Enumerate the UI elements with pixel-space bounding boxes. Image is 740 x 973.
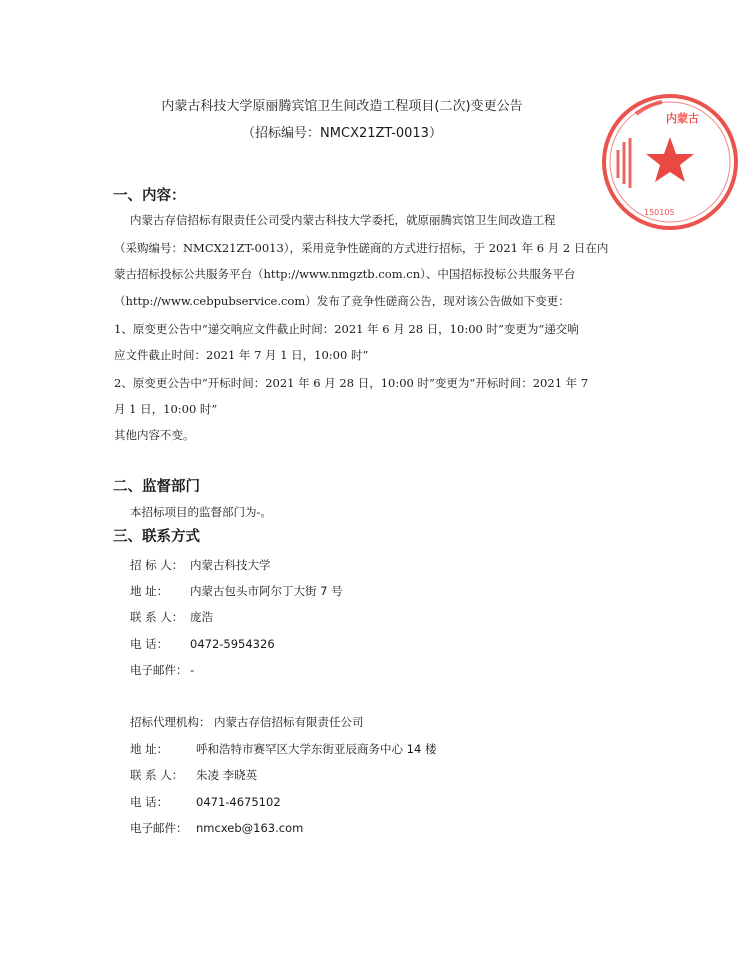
section-heading-supervision: 二、监督部门 (113, 479, 200, 495)
tenderer-name: 内蒙古科技大学 (190, 558, 271, 572)
company-seal-stamp (600, 92, 740, 232)
section-heading-content: 一、内容： (113, 188, 186, 204)
agency-email-label: 电子邮件： (130, 821, 188, 835)
tenderer-address-label: 地 址： (130, 584, 169, 598)
change-item-2: 2、原变更公告中“开标时间：2021 年 6 月 28 日，10:00 时”变更为“开标时间：2021 年 7 (114, 376, 589, 390)
paragraph-line: 蒙古招标投标公共服务平台（http://www.nmgztb.com.cn）、中国招标投标公共服务平台 (114, 267, 576, 281)
paragraph-line: （http://www.cebpubservice.com）发布了竞争性磋商公告，现对该公告做如下变更： (114, 294, 570, 308)
paragraph-line: 内蒙古存信招标有限责任公司受内蒙古科技大学委托，就原丽腾宾馆卫生间改造工程 (130, 213, 556, 227)
agency-contact: 朱凌 李晓英 (196, 768, 258, 782)
agency-address: 呼和浩特市赛罕区大学东街亚辰商务中心 14 楼 (196, 742, 437, 756)
agency-name-label: 招标代理机构： (130, 715, 211, 729)
paragraph-line: （采购编号：NMCX21ZT-0013），采用竞争性磋商的方式进行招标，于 2021 年 6 月 2 日在内 (114, 241, 609, 255)
agency-address-label: 地 址： (130, 742, 169, 756)
change-item-1-cont: 应文件截止时间：2021 年 7 月 1 日，10:00 时” (114, 348, 369, 362)
seal-mongolian-script-left (618, 138, 630, 188)
agency-name: 内蒙古存信招标有限责任公司 (214, 715, 364, 729)
change-item-1: 1、原变更公告中“递交响应文件截止时间：2021 年 6 月 28 日，10:00 时”变更为“递交响 (114, 322, 579, 336)
tenderer-phone: 0472-5954326 (190, 637, 275, 651)
tenderer-contact-label: 联 系 人： (130, 610, 184, 624)
tenderer-email: - (190, 663, 195, 677)
seal-star-icon (646, 137, 694, 182)
page-subtitle: （招标编号：NMCX21ZT-0013） (242, 126, 442, 141)
agency-contact-label: 联 系 人： (130, 768, 184, 782)
seal-number: 150105 (644, 208, 675, 217)
agency-phone-label: 电 话： (130, 795, 169, 809)
section-heading-contact: 三、联系方式 (113, 529, 200, 545)
tenderer-address: 内蒙古包头市阿尔丁大街 7 号 (190, 584, 343, 598)
page-title: 内蒙古科技大学原丽腾宾馆卫生间改造工程项目(二次)变更公告 (161, 99, 523, 114)
tenderer-name-label: 招 标 人： (130, 558, 184, 572)
seal-text-top: 内蒙古 (666, 112, 699, 125)
other-unchanged: 其他内容不变。 (114, 428, 195, 442)
change-item-2-cont: 月 1 日，10:00 时” (114, 402, 218, 416)
agency-phone: 0471-4675102 (196, 795, 281, 809)
agency-email: nmcxeb@163.com (196, 821, 304, 835)
tenderer-contact: 庞浩 (190, 610, 213, 624)
tenderer-email-label: 电子邮件： (130, 663, 188, 677)
supervision-text: 本招标项目的监督部门为-。 (130, 505, 272, 519)
tenderer-phone-label: 电 话： (130, 637, 169, 651)
